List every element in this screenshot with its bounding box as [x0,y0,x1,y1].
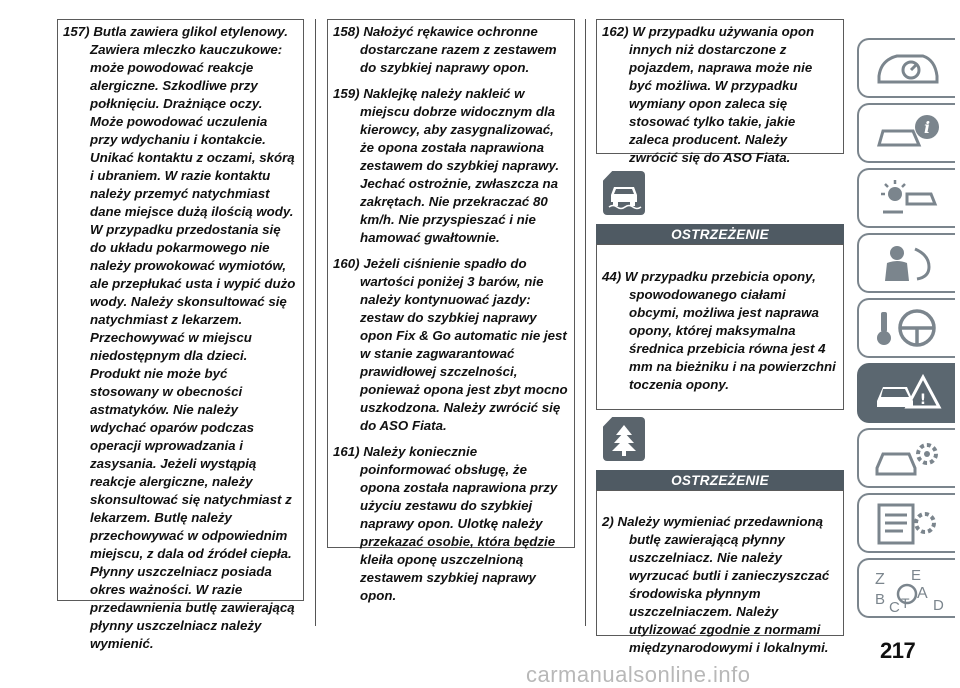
tab-starting-driving[interactable] [857,298,955,358]
index-letter: D [933,597,944,614]
emergency-car-icon [873,371,943,417]
tab-safety[interactable] [857,233,955,293]
note-item: 157) Butla zawiera glikol etylenowy. Zawiera mleczko kauczukowe: może powodować reakcje alergiczne. Szkodliwe przy połknięciu. Drażniące oczy. Może powodować uczulenia przy wdychaniu i kontakcie. Unikać kontaktu z oczami, skórą i ubraniem. W razie kontaktu należy przemyć natychmiast dane miejsce dużą ilością wody. W przypadku przedostania się do układu pokarmowego nie należy prowokować wymiotów, ale przepłukać usta i wypić dużo wody. Należy skonsultować się natychmiast z lekarzem. Przechowywać w miejscu niedostępnym dla dzieci. Produkt nie może być stosowany w obecności astmatyków. Nie należy wdychać oparów podczas operacji wprowadzania i zasysania. Jeżeli wystąpią reakcje alergiczne, należy skonsultować się natychmiast z lekarzem. Butlę należy przechowywać w odpowiednim miejscu, z dala od źródeł ciepła. Płynny uszczelniacz posiada okres ważności. W razie przedawnienia butlę zawierającą płynny uszczelniacz należy wymienić. [63,24,296,651]
index-letter: C [889,599,900,616]
page-number: 217 [880,638,916,663]
tab-vehicle-info[interactable] [857,103,955,163]
car-dashboard-icon [873,46,943,92]
index-alphabet-icon [873,566,953,616]
warning-item: 2) Należy wymieniać przedawnioną butlę zawierającą płynny uszczelniacz. Nie należy wyrzucać butli i zanieczyszczać środowiska płynnym uszczelniaczem. Należy utylizować zgodnie z normami międzynarodowymi i lokalnymi. [602,514,830,655]
car-skid-icon [603,171,645,215]
svg-text:i: i [923,118,931,137]
warning-header: OSTRZEŻENIE [596,470,844,492]
tree-environment-icon [603,417,645,461]
technical-data-icon [873,501,943,547]
tab-warning-lights[interactable] [857,168,955,228]
column-divider [315,19,316,626]
index-letter: B [875,591,886,608]
note-box-158-161 [327,19,575,603]
warning-lights-icon [873,176,943,222]
steering-key-icon [873,306,943,352]
note-item: 162) W przypadku używania opon innych niż dostarczone z pojazdem, naprawa może nie być możliwa. W przypadku wymiany opon zaleca się stosować tylko takie, jakie zaleca producent. Należy zwrócić się do ASO Fiata. [602,24,815,165]
tab-dashboard[interactable] [857,38,955,98]
watermark: carmanualsonline.info [526,662,751,687]
car-info-icon [873,111,943,157]
note-box-157 [57,19,304,651]
index-letter: T [901,595,910,611]
warning-box-44 [596,244,844,410]
note-item: 161) Należy koniecznie poinformować obsługę, że opona została naprawiona przy użyciu zestawu do szybkiej naprawy opon. Ulotkę należy przekazać osobie, która będzie kleiła oponę uszczelnioną zestawem szybkiej naprawy opon. [333,444,558,603]
index-letter: A [917,585,928,602]
warning-header: OSTRZEŻENIE [596,224,844,246]
note-item: 158) Nałożyć rękawice ochronne dostarczane razem z zestawem do szybkiej naprawy opon. [333,24,557,75]
tab-emergency[interactable] [857,363,955,423]
tab-index[interactable] [857,558,955,618]
svg-text:!: ! [919,392,927,408]
maintenance-car-icon [873,436,943,482]
column-divider [585,19,586,626]
index-letter: E [911,567,922,584]
tab-technical-data[interactable] [857,493,955,553]
note-item: 159) Naklejkę należy nakleić w miejscu dobrze widocznym dla kierowcy, aby zasygnalizować, że opona została naprawiona zestawem do szybkiej naprawy. Jechać ostrożnie, zwłaszcza na zakrętach. Nie przekraczać 80 km/h. Nie przyspieszać i nie hamować gwałtownie. [333,86,560,245]
airbag-safety-icon [873,241,943,287]
note-item: 160) Jeżeli ciśnienie spadło do wartości poniżej 3 barów, nie należy kontynuować jazdy: zestaw do szybkiej naprawy opon Fix & Go automatic nie jest w stanie zagwarantować prawidłowej szczelności, ponieważ opona jest zbyt mocno uszkodzona. Należy zwrócić się do ASO Fiata. [333,256,568,433]
index-letter: Z [875,571,885,588]
note-box-162 [596,19,844,165]
warning-box-2 [596,490,844,655]
tab-maintenance[interactable] [857,428,955,488]
warning-item: 44) W przypadku przebicia opony, spowodowanego ciałami obcymi, możliwa jest naprawa opony, której maksymalna średnica przebicia równa jest 4 mm na bieżniku i na powierzchni toczenia opony. [602,269,836,392]
